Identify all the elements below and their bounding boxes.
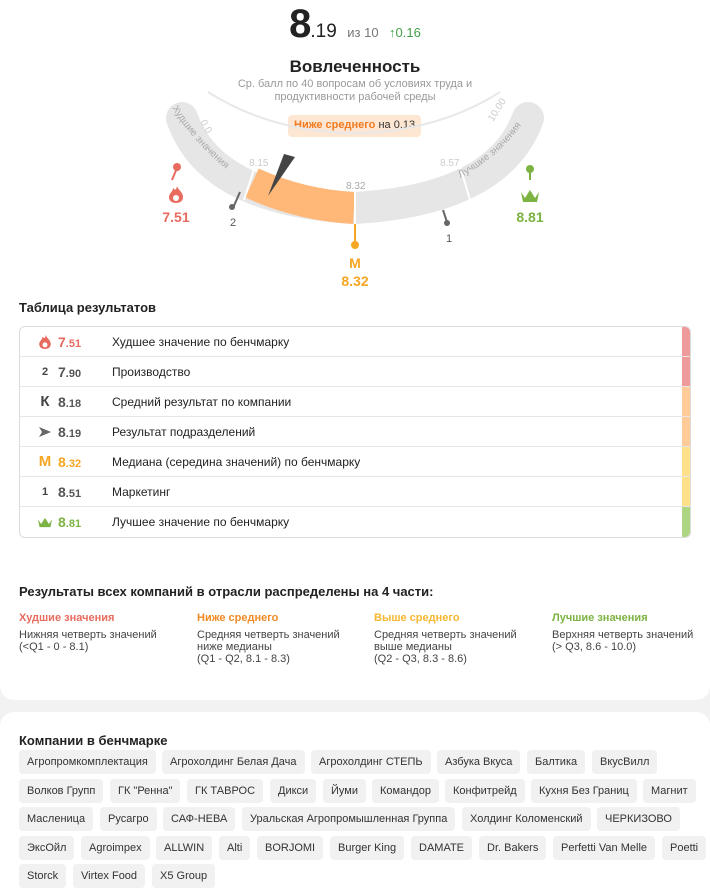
- quartile-item: [374, 612, 534, 665]
- gauge-worst-zone-label: Худшие значения: [169, 103, 232, 172]
- quartile-title: Лучшие значения: [552, 612, 648, 624]
- row-value-decimal: .51: [65, 487, 82, 500]
- quartiles-title: Результаты всех компаний в отрасли распределены на 4 части:: [19, 584, 434, 599]
- quartile-description-line: (Q2 - Q3, 8.3 - 8.6): [374, 653, 467, 665]
- results-table-title: Таблица результатов: [19, 300, 156, 315]
- engagement-gauge: [0, 0, 710, 300]
- row-value: [58, 334, 112, 350]
- company-chip: BORJOMI: [257, 836, 323, 860]
- benchmark-title: Компании в бенчмарке: [19, 733, 168, 748]
- median-marker-letter: М: [349, 255, 361, 271]
- row-label: Лучшее значение по бенчмарку: [112, 515, 290, 529]
- gauge-below-average-segment: [252, 183, 354, 208]
- worst-value: 7.51: [162, 209, 190, 225]
- company-chip: ALLWIN: [156, 836, 212, 860]
- quartile-description-line: Средняя четверть значений: [197, 629, 340, 641]
- row-label: Производство: [112, 364, 191, 379]
- metric-description: Ср. балл по 40 вопросам об условиях труда и продуктивности рабочей среды: [237, 78, 473, 103]
- pin-2-label: 2: [229, 217, 237, 229]
- gauge-q1-label: 8.15: [249, 158, 269, 169]
- letter-m-icon: М: [38, 453, 52, 470]
- number-2-icon: 2: [41, 365, 49, 378]
- best-pin-head: [526, 165, 534, 173]
- row-quartile-stripe: [682, 507, 690, 537]
- row-value-decimal: .51: [65, 337, 82, 350]
- row-label: Худшее значение по бенчмарку: [112, 334, 290, 349]
- row-value-decimal: .90: [65, 367, 82, 380]
- company-chip: Агропромкомплектация: [19, 750, 156, 774]
- company-chip: Agroimpex: [81, 836, 150, 860]
- row-label: Средний результат по компании: [112, 394, 292, 409]
- quartile-description-line: (<Q1 - 0 - 8.1): [19, 641, 89, 653]
- company-chip: Йуми: [323, 779, 366, 803]
- quartile-title: Ниже среднего: [197, 612, 279, 624]
- row-value: [58, 454, 112, 470]
- company-chip: Дикси: [270, 779, 316, 803]
- row-quartile-stripe: [682, 447, 690, 476]
- crown-icon: [521, 190, 539, 202]
- table-row: [20, 477, 690, 507]
- company-chip: Холдинг Коломенский: [462, 807, 591, 831]
- worst-pin-head: [173, 163, 181, 171]
- company-chip: ГК "Ренна": [110, 779, 180, 803]
- row-label: Результат подразделений: [112, 424, 256, 439]
- quartile-item: [197, 612, 357, 665]
- company-chip: ГК ТАВРОС: [187, 779, 263, 803]
- row-value-decimal: .81: [65, 518, 82, 530]
- row-value-decimal: .19: [65, 427, 82, 440]
- pointer-arrow-icon: [34, 427, 56, 437]
- row-value: [58, 394, 112, 410]
- row-quartile-stripe: [682, 477, 690, 506]
- delta-value: 0.16: [395, 25, 421, 40]
- quartile-description-line: выше медианы: [374, 641, 452, 653]
- row-value: [58, 514, 112, 530]
- row-value-integer: 8: [58, 393, 66, 410]
- quartile-description-line: Нижняя четверть значений: [19, 629, 157, 641]
- company-chip: Магнит: [643, 779, 696, 803]
- row-value: [58, 424, 112, 440]
- row-value: [58, 364, 112, 380]
- table-row: [20, 327, 690, 357]
- company-chip: DAMATE: [411, 836, 472, 860]
- gauge-max-label: 10.00: [486, 96, 509, 124]
- company-chip: Alti: [219, 836, 250, 860]
- quartile-item: [19, 612, 179, 653]
- company-chip: Poetti: [662, 836, 706, 860]
- quartile-description-line: Верхняя четверть значений: [552, 629, 694, 641]
- company-chip: Балтика: [527, 750, 585, 774]
- company-chip: Командор: [372, 779, 439, 803]
- metric-title: Вовлеченность: [289, 57, 421, 76]
- row-value-integer: 8: [58, 514, 66, 530]
- company-chip: Virtex Food: [73, 864, 145, 888]
- row-value-integer: 7: [58, 333, 66, 350]
- table-row: [20, 507, 690, 537]
- company-chip: Burger King: [330, 836, 404, 860]
- row-quartile-stripe: [682, 357, 690, 386]
- row-label: Маркетинг: [112, 484, 171, 499]
- company-chip: ЧЕРКИЗОВО: [597, 807, 680, 831]
- company-chip: Азбука Вкуса: [437, 750, 520, 774]
- fire-icon: [169, 186, 183, 203]
- row-value-integer: 7: [58, 363, 66, 380]
- company-chip: X5 Group: [152, 864, 215, 888]
- quartile-description-line: (> Q3, 8.6 - 10.0): [552, 641, 637, 653]
- company-chip: Русагро: [100, 807, 157, 831]
- crown-icon: [34, 517, 56, 528]
- quartile-item: [552, 612, 710, 653]
- company-chip: Масленица: [19, 807, 93, 831]
- quartile-description-line: (Q1 - Q2, 8.1 - 8.3): [197, 653, 290, 665]
- pin-1-label: 1: [445, 233, 453, 245]
- gauge-q3-label: 8.57: [440, 158, 460, 169]
- company-chip: Конфитрейд: [445, 779, 525, 803]
- best-value: 8.81: [516, 209, 544, 225]
- quartile-description-line: ниже медианы: [197, 641, 272, 653]
- row-value-integer: 8: [58, 483, 66, 500]
- company-chip: Уральская Агропромышленная Группа: [242, 807, 455, 831]
- quartile-title: Худшие значения: [19, 612, 115, 624]
- score-integer: 8: [289, 2, 311, 46]
- quartile-title: Выше среднего: [374, 612, 460, 624]
- company-chip: Storck: [19, 864, 66, 888]
- status-badge-label: Ниже среднего: [294, 119, 376, 131]
- results-table: [19, 326, 691, 538]
- company-chip: Агрохолдинг Белая Дача: [162, 750, 305, 774]
- gauge-outer-arc: [208, 92, 500, 133]
- table-row: [20, 417, 690, 447]
- row-value-integer: 8: [58, 453, 66, 470]
- row-quartile-stripe: [682, 387, 690, 416]
- letter-k-icon: К: [40, 393, 50, 410]
- score-decimal: .19: [310, 21, 337, 42]
- gauge-best-zone-label: Лучшие значения: [456, 120, 524, 181]
- row-quartile-stripe: [682, 417, 690, 446]
- gauge-min-label: 0.0: [197, 118, 214, 136]
- company-chip: Кухня Без Границ: [531, 779, 637, 803]
- company-chip: ЭксОйл: [19, 836, 74, 860]
- median-pin-head: [351, 241, 359, 249]
- median-value: 8.32: [341, 273, 369, 289]
- company-chip: САФ-НЕВА: [163, 807, 235, 831]
- pin-1-head: [444, 220, 450, 226]
- row-value-decimal: .18: [65, 397, 82, 410]
- status-badge-suffix: на 0.13: [375, 119, 416, 131]
- row-value-integer: 8: [58, 423, 66, 440]
- company-chip: Агрохолдинг СТЕПЬ: [311, 750, 431, 774]
- company-chip: Dr. Bakers: [479, 836, 546, 860]
- row-value-decimal: .32: [65, 457, 82, 470]
- table-row: [20, 387, 690, 417]
- gauge-median-tick-label: 8.32: [346, 181, 366, 192]
- row-value: [58, 484, 112, 500]
- row-quartile-stripe: [682, 327, 690, 356]
- number-1-icon: 1: [41, 485, 49, 498]
- fire-icon: [34, 335, 56, 349]
- quartile-description-line: Средняя четверть значений: [374, 629, 517, 641]
- company-chip: Perfetti Van Melle: [553, 836, 655, 860]
- company-chip: ВкусВилл: [592, 750, 657, 774]
- arrow-up-icon: ↑: [389, 25, 396, 40]
- row-label: Медиана (середина значений) по бенчмарку: [112, 454, 361, 469]
- table-row: [20, 357, 690, 387]
- table-row: [20, 447, 690, 477]
- pin-2-head: [229, 204, 235, 210]
- company-chip: Волков Групп: [19, 779, 103, 803]
- score-out-of: из 10: [347, 25, 379, 40]
